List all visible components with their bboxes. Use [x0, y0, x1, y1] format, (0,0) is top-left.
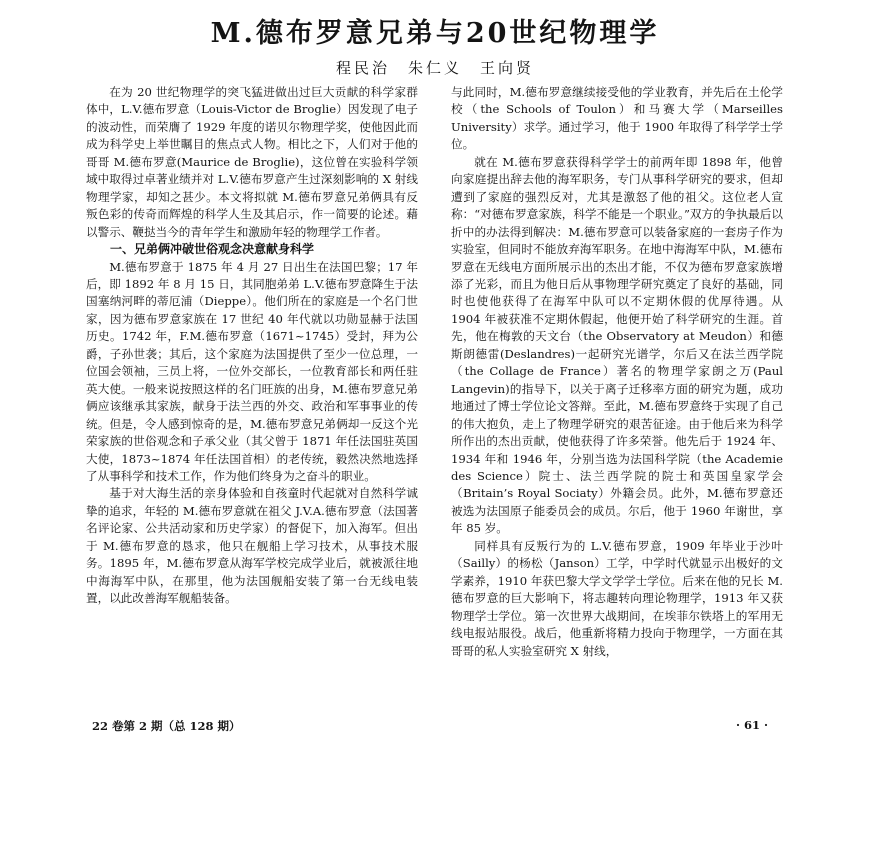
author-line: 程民治 朱仁义 王向贤	[335, 59, 534, 77]
article-title: M.德布罗意兄弟与20世纪物理学	[210, 18, 660, 49]
page-number: · 61 ·	[736, 718, 769, 732]
journal-issue: 22 卷第 2 期（总 128 期）	[92, 719, 241, 733]
right-column	[451, 84, 783, 660]
left-column	[86, 84, 418, 608]
body-paragraph: 基于对大海生活的亲身体验和自孩童时代起就对自然科学诚挚的追求，年轻的 M.德布罗意就在祖父 J.V.A.德布罗意（法国著名评论家、公共活动家和历史学家）的督促下，加入海军。但出于 M.德布罗意的恳求，他只在舰船上学习技术，从事技术服务。1895 年，M.德布罗意从海军学校完成学业后，就被派往地中海海军中队，在那里，他为法国舰船安装了第一台无线电装置，以此改善海军舰船装备。	[86, 486, 418, 606]
section-heading: 一、兄弟俩冲破世俗观念决意献身科学	[110, 242, 315, 257]
body-paragraph: M.德布罗意于 1875 年 4 月 27 日出生在法国巴黎；17 年后，即 1892 年 8 月 15 日，其同胞弟弟 L.V.德布罗意降生于法国塞纳河畔的蒂厄浦（Dieppe）。他们所在的家庭是一个名门世家，因为德布罗意家族在 17 世纪 40 年代就以功勋显赫于法国历史。1742 年，F.M.德布罗意（1671~1745）受封，拜为公爵，子孙世袭；其后，这个家庭为法国提供了至少一位总理，一位国会领袖，三员上将，一位外交部长，一位教育部长和两任驻英大使。一般来说按照这样的名门旺族的出身，M.德布罗意兄弟俩应该继承其家族，献身于法兰西的外交、政治和军事事业的传统。但是，令人感到惊奇的是，M.德布罗意兄弟俩却一反这个光荣家族的世俗观念和子承父业（其父曾于 1871 年任法国驻英国大使，1873~1874 年任法国首相）的老传统，毅然决然地选择了从事科学和技术工作，作为他们终身为之奋斗的职业。	[86, 259, 418, 483]
body-paragraph: 与此同时，M.德布罗意继续接受他的学业教育，并先后在土伦学校（the Schools of Toulon）和马赛大学（Marseilles University）求学。通过学习，他于 1900 年取得了科学学士学位。	[451, 85, 783, 152]
body-paragraph: 就在 M.德布罗意获得科学学士的前两年即 1898 年，他曾向家庭提出辞去他的海军职务，专门从事科学研究的要求，但却遭到了家庭的强烈反对，尤其是激怒了他的祖父。这位老人宣称：“对德布罗意家族，科学不能是一个职业。”双方的争执最后以折中的办法得到解决：M.德布罗意可以装备家庭的一套房子作为实验室，但同时不能放弃海军职务。在地中海海军中队，M.德布罗意在无线电方面所展示出的杰出才能，不仅为德布罗意家族增添了光彩，而且为他日后从事物理学研究奠定了良好的基础，同时也使他获得了在海军中队可以不定期休假的优厚待遇。从 1904 年被获准不定期休假起，他便开始了科学研究的生涯。首先，他在梅敦的天文台（the Observatory at Meudon）和德斯朗德雷(Deslandres)一起研究光谱学，尔后又在法兰西学院（the Collage de France）著名的物理学家朗之万(Paul Langevin)的指导下，以关于离子迁移率方面的研究为题，成功地通过了博士学位论文答辩。至此，M.德布罗意终于实现了自己的伟大抱负，走上了物理学研究的艰苦征途。由于他后来为科学所作出的杰出贡献，使他获得了许多荣誉。他先后于 1924 年、1934 年和 1946 年，分别当选为法国科学院（the Academie des Science）院士、法兰西学院的院士和英国皇家学会（Britain’s Royal Sociaty）外籍会员。此外，M.德布罗意还被选为法国原子能委员会的成员。尔后，他于 1960 年谢世，享年 85 岁。	[451, 154, 783, 536]
intro-paragraph: 在为 20 世纪物理学的突飞猛进做出过巨大贡献的科学家群体中，L.V.德布罗意（Louis-Victor de Broglie）因发现了电子的波动性，而荣膺了 1929 年度的诺贝尔物理学奖，使他因此而成为科学史上举世瞩目的焦点式人物。相比之下，人们对于他的哥哥 M.德布罗意(Maurice de Broglie)，这位曾在实验科学领域中取得过卓著业绩并对 L.V.德布罗意产生过深刻影响的 X 射线物理学家，却知之甚少。本文将拟就 M.德布罗意兄弟俩具有反叛色彩的传奇而辉煌的科学人生及其启示，作一简要的论述。藉以警示、鞭挞当今的青年学生和激励年轻的物理学工作者。	[86, 85, 418, 239]
body-paragraph: 同样具有反叛行为的 L.V.德布罗意，1909 年毕业于沙叶（Sailly）的杨松（Janson）工学，中学时代就显示出极好的文学素养，1910 年获巴黎大学文学学士学位。后来在他的兄长 M.德布罗意的巨大影响下，将志趣转向理论物理学，1913 年又获物理学士学位。第一次世界大战期间，在埃菲尔铁塔上的军用无线电报站服役。战后，他重新将精力投向于物理学，一方面在其哥哥的私人实验室研究 X 射线，	[451, 538, 783, 658]
